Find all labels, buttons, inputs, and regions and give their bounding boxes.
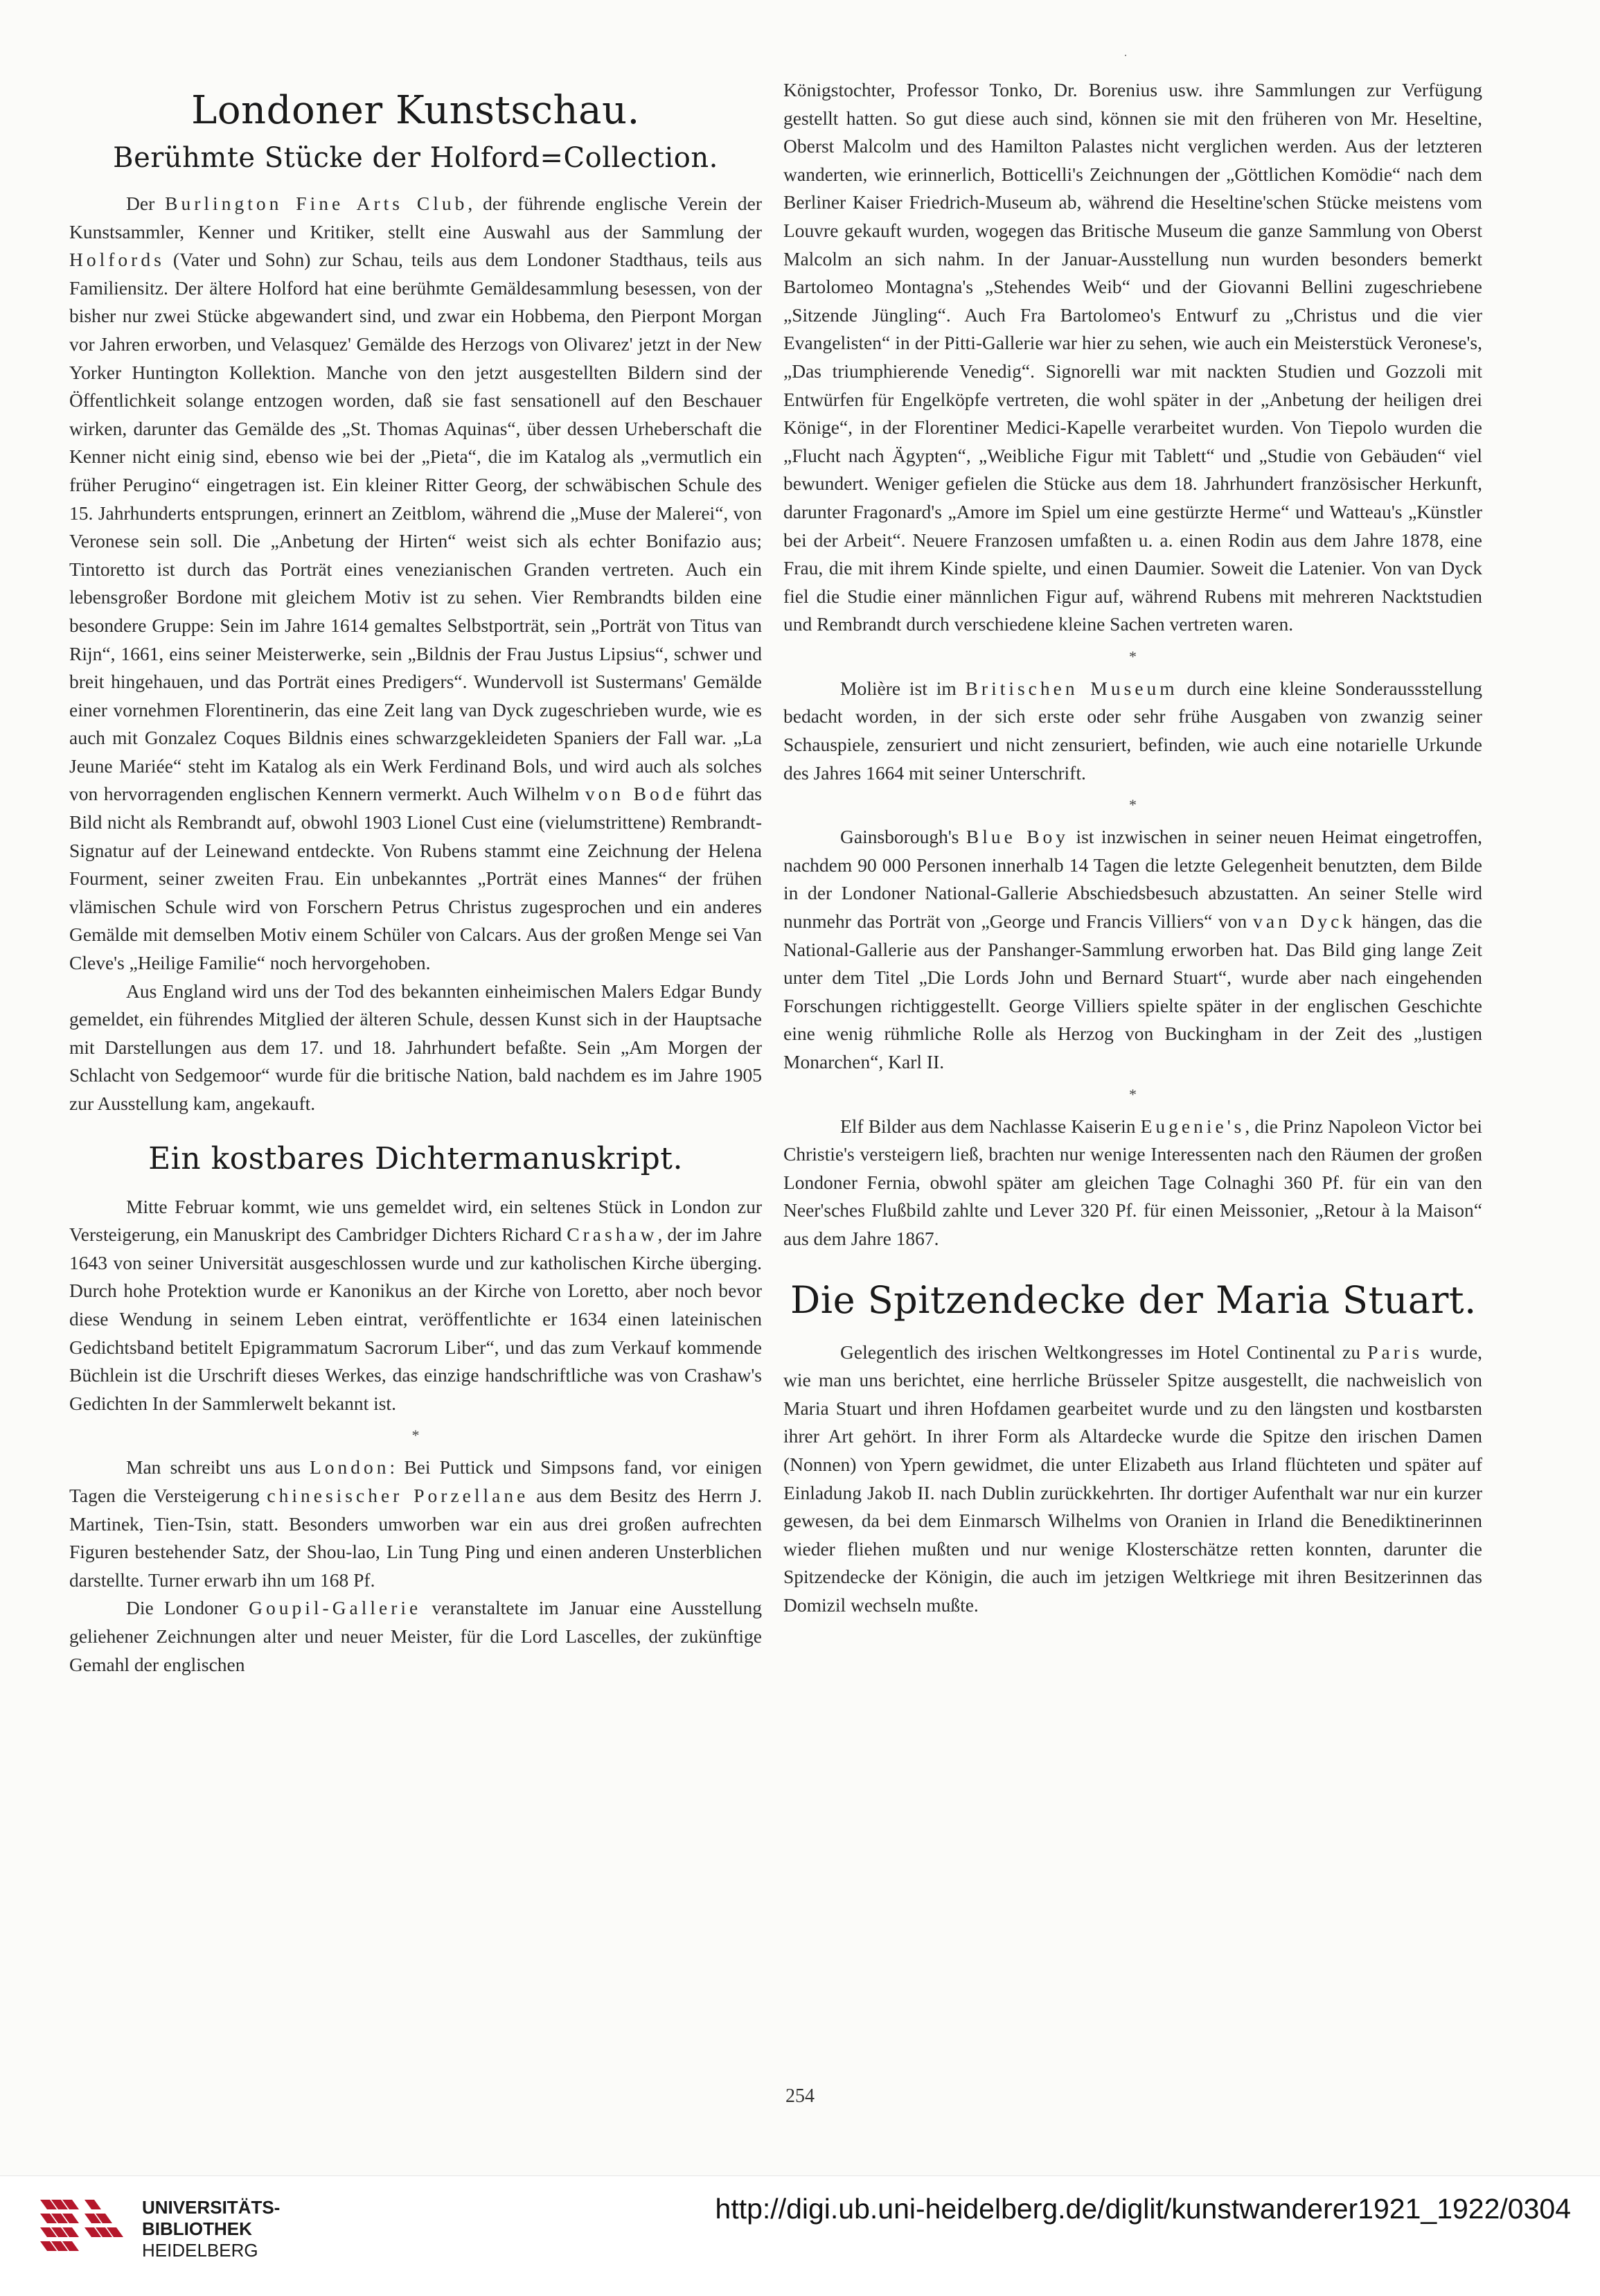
main-subtitle: Berühmte Stücke der Holford=Collection. [113, 142, 718, 174]
separator-asterisk: * [1129, 647, 1137, 665]
section-title: Die Spitzendecke der Maria Stuart. [790, 1278, 1477, 1322]
separator-asterisk: * [1129, 796, 1137, 814]
article-paragraph: Molière ist im Britischen Museum durch eine kleine Sonderaussstellung bedacht worden, in der sich erste oder sehr frühe Ausgaben von zwanzig seiner Schauspiele, zensuriert und nicht zensuriert, befinden, wie auch eine notarielle Urkunde des Jahres 1664 mit seiner Unterschrift. [783, 677, 1482, 784]
library-name-line: HEIDELBERG [142, 2240, 258, 2261]
top-mark: · [1123, 48, 1128, 62]
article-paragraph: Gainsborough's Blue Boy ist inzwischen in seiner neuen Heimat eingetroffen, nachdem 90 000 Personen innerhalb 14 Tagen die letzte Gelegenheit benutzten, dem Bilde in der Londoner National-Gallerie Abschiedsbesuch abzustatten. An seiner Stelle wird nunmehr das Porträt von „George und Francis Villiers“ von van Dyck hängen, das die National-Gallerie aus der Panshanger-Sammlung erworben hat. Das Bild ging lange Zeit unter dem Titel „Die Lords John und Bernard Stuart“, wurde aber nach eingehenden Forschungen richtiggestellt. George Villiers spielte später in der englischen Geschichte eine wenig rühmliche Rolle als Herzog von Buckingham in der Zeit des „lustigen Monarchen“, Karl II. [783, 826, 1482, 1072]
separator-asterisk: * [1129, 1085, 1137, 1103]
article-paragraph: Aus England wird uns der Tod des bekannten einheimischen Malers Edgar Bundy gemeldet, ein führendes Mitglied der älteren Schule, dessen Kunst sich in der Hauptsache mit Darstellungen aus dem 17. und 18. Jahrhundert befaßte. Sein „Am Morgen der Schlacht von Sedgemoor“ wurde für die britische Nation, bald nachdem es im Jahre 1905 zur Ausstellung kam, angekauft. [69, 980, 762, 1114]
article-paragraph: Man schreibt uns aus London: Bei Puttick und Simpsons fand, vor einigen Tagen die Versteigerung chinesischer Porzellane aus dem Besitz des Herrn J. Martinek, Tien-Tsin, statt. Besonders umworben war ein aus drei großen aufrechten Figuren bestehender Satz, der Shou-lao, Lin Tung Ping und einen anderen Unsterblichen darstellte. Turner erwarb ihn um 168 Pf. [69, 1456, 762, 1591]
article-paragraph: Mitte Februar kommt, wie uns gemeldet wird, ein seltenes Stück in London zur Versteigerung, ein Manuskript des Cambridger Dichters Richard Crashaw, der im Jahre 1643 von seiner Universität ausgeschlossen wurde und zur katholischen Kirche überging. Durch hohe Protektion wurde er Kanonikus an der Kirche von Loretto, aber noch bevor diese Wendung in seinem Leben eintrat, veröffentlichte er 1634 einen lateinischen Gedichtsband betitelt Epigrammatum Sacrorum Liber“, und das zum Verkauf kommende Büchlein ist die Urschrift dieses Werkes, das einzige handschriftliche was von Crashaw's Gedichten In der Sammlerwelt bekannt ist. [69, 1195, 763, 1414]
source-url-link[interactable]: http://digi.ub.uni-heidelberg.de/diglit/kunstwanderer1921_1922/0304 [715, 2193, 1571, 2225]
library-name [142, 2197, 280, 2261]
section-title: Ein kostbares Dichtermanuskript. [148, 1140, 683, 1176]
article-paragraph: Gelegentlich des irischen Weltkongresses im Hotel Continental zu Paris wurde, wie man uns berichtet, eine herrliche Brüsseler Spitze ausgestellt, die nachweislich von Maria Stuart und ihren Hofdamen gearbeitet wurde und zu den längsten und kostbarsten ihrer Art gehört. In ihrer Form als Altardecke wurde die Spitze den irischen Damen (Nonnen) von Ypern gewidmet, die unter Elizabeth aus Irland flüchteten und später auf Einladung Jakob II. nach Dublin zurückkehrten. Ihr dortiger Aufenthalt war nur ein kurzer gewesen, da bei dem Einmarsch Wilhelms von Oranien in Irland die Benediktinerinnen wieder fliehen mußten und nur wenige Klosterschätze retten konnten, darunter die Spitzendecke der Königin, die auch im jetzigen Weltkriege mit ihren Besitzerinnen das Domizil wechseln mußte. [783, 1341, 1482, 1616]
library-name-line: BIBLIOTHEK [142, 2218, 252, 2239]
right-column [783, 76, 1482, 1620]
main-title: Londoner Kunstschau. [191, 88, 640, 133]
article-paragraph: Elf Bilder aus dem Nachlasse Kaiserin Eugenie's, die Prinz Napoleon Victor bei Christie's versteigern ließ, brachten nur wenige Interessenten nach den Räumen der großen Londoner Fernia, obwohl später am gleichen Tage Colnaghi 360 Pf. für ein van den Neer'sches Flußbild zahlte und Lever 320 Pf. für einen Meissonier, „Retour à la Maison“ aus dem Jahre 1867. [783, 1115, 1482, 1249]
article-paragraph: Der Burlington Fine Arts Club, der führende englische Verein der Kunstsammler, Kenner und Kritiker, stellt eine Auswahl aus der Sammlung der Holfords (Vater und Sohn) zur Schau, teils aus dem Londoner Stadthaus, teils aus Familiensitz. Der ältere Holford hat eine berühmte Gemäldesammlung besessen, von der bisher nur zwei Stücke abgewandert sind, und zwar ein Hobbema, den Pierpont Morgan vor Jahren erworben, und Velasquez' Gemälde des Herzogs von Olivarez' jetzt in der New Yorker Huntington Kollektion. Manche von den jetzt ausgestellten Bildern sind der Öffentlichkeit solange entzogen worden, daß sie fast sensationell auf den Beschauer wirken, darunter das Gemälde des „St. Thomas Aquinas“, über dessen Urheberschaft die Kenner nicht einig sind, ebenso wie bei der „Pieta“, die im Katalog als „vermutlich ein früher Perugino“ eingetragen ist. Ein kleiner Ritter Georg, der schwäbischen Schule des 15. Jahrhunderts entsprungen, erinnert an Zeitblom, während die „Muse der Malerei“, von Veronese sein soll. Die „Anbetung der Hirten“ weist sich als echter Bonifazio aus; Tintoretto ist durch das Porträt eines venezianischen Granden vertreten. Auch ein lebensgroßer Bordone mit gleichem Motiv ist zu sehen. Vier Rembrandts bilden eine besondere Gruppe: Sein im Jahre 1614 gemaltes Selbstporträt, sein „Porträt von Titus van Rijn“, 1661, eins seiner Meisterwerke, sein „Bildnis der Frau Justus Lipsius“, schwer und breit hingehauen, und das Porträt eines Predigers“. Wundervoll ist Sustermans' Gemälde einer vornehmen Florentinerin, das eine Zeit lang van Dyck zugeschrieben wurde, wie es auch mit Gonzalez Coques Bildnis eines schwarzgekleideten Spaniers der Fall war. „La Jeune Mariée“ steht im Katalog als ein Werk Ferdinand Bols, und wird auch als solches von hervorragenden englischen Kennern vermerkt. Auch Wilhelm von Bode führt das Bild nicht als Rembrandt auf, obwohl 1903 Lionel Cust eine (vielumstrittene) Rembrandt-Signatur auf der Leinewand entdeckte. Von Rubens stammt eine Zeichnung der Helena Fourment, seiner zweiten Frau. Ein unbekanntes „Porträt eines Mannes“ der frühen vlämischen Schule wird von Forschern Petrus Christus zugesprochen und ein anderes Gemälde mit demselben Motiv einem Schüler von Calcars. Aus der großen Menge sei Van Cleve's „Heilige Familie“ noch hervorgehoben. [69, 193, 762, 974]
page-number: 254 [785, 2085, 815, 2107]
left-column [69, 42, 762, 1679]
article-paragraph: Die Londoner Goupil-Gallerie veranstaltete im Januar eine Ausstellung geliehener Zeichnungen alter und neuer Meister, für die Lord Lascelles, der zukünftige Gemahl der englischen [69, 1597, 762, 1675]
footer-bar [0, 2175, 1600, 2296]
article-paragraph: Königstochter, Professor Tonko, Dr. Borenius usw. ihre Sammlungen zur Verfügung gestellt hatten. So gut diese auch sind, können sie mit den früheren von Mr. Heseltine, Oberst Malcolm und des Hamilton Palastes nicht verglichen werden. Aus der letzteren wanderten, wie erinnerlich, Botticelli's Zeichnungen der „Göttlichen Komödie“ nach dem Berliner Kaiser Friedrich-Museum ab, während die Heseltine'schen Stücke meistens vom Louvre gekauft wurden, wogegen das Britische Museum die ganze Sammlung von Oberst Malcolm an sich nahm. In der Januar-Ausstellung nun wurden besonders bemerkt Bartolomeo Montagna's „Stehendes Weib“ und der Giovanni Bellini zugeschriebene „Sitzende Jüngling“. Auch Fra Bartolomeo's Entwurf zu „Christus und die vier Evangelisten“ in der Pitti-Gallerie war hier zu sehen, wie auch ein Meisterstück Veronese's, „Das triumphierende Venedig“. Signorelli war mit nackten Studien und Gozzoli mit Entwürfen für Engelköpfe vertreten, die wohl später in der „Anbetung der heiligen drei Könige“, in der Florentiner Medici-Kapelle verarbeitet wurden. Von Tiepolo wurden die „Flucht nach Ägypten“, „Weibliche Figur mit Tablett“ und „Studie von Gebäuden“ viel bewundert. Weniger gefielen die Stücke aus dem 18. Jahrhundert französischer Herkunft, darunter Fragonard's „Amore im Spiel um eine gestürzte Herme“ und Watteau's „Künstler bei der Arbeit“. Neuere Franzosen umfaßten u. a. einen Rodin aus dem Jahre 1878, eine Frau, die mit ihrem Kinde spielte, und einen Daumier. Soweit die Latenier. Von van Dyck fiel die Studie einer männlichen Figur auf, während Rubens mit mehreren Nacktstudien und Rembrandt durch verschiedene kleine Sachen vertreten waren. [783, 79, 1482, 635]
separator-asterisk: * [411, 1427, 420, 1445]
library-name-line: UNIVERSITÄTS- [142, 2197, 281, 2218]
university-library-logo [33, 2193, 130, 2269]
